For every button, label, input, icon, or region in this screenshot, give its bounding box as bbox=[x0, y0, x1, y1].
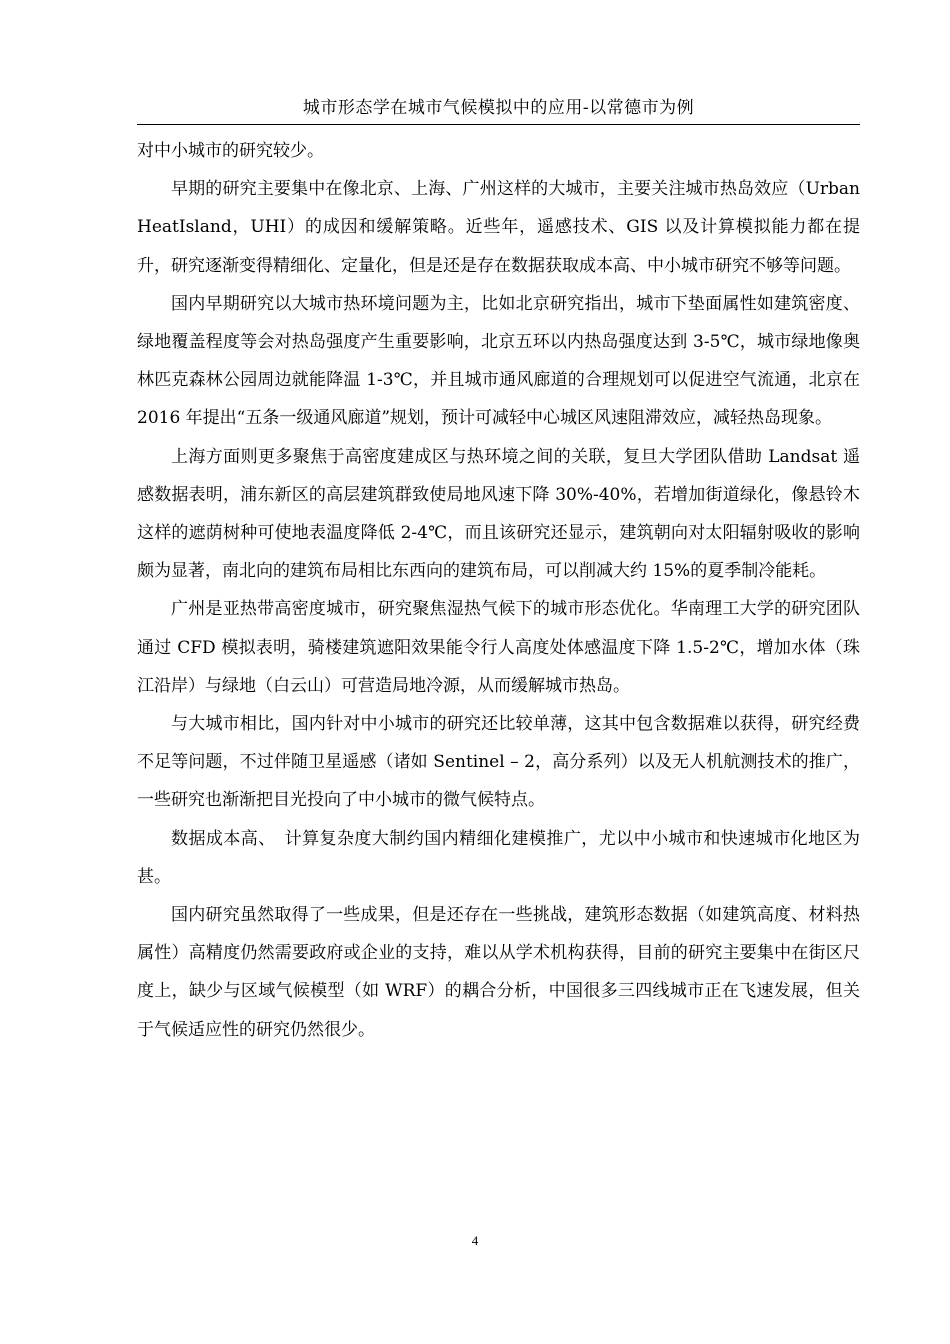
running-header: 城市形态学在城市气候模拟中的应用-以常德市为例 bbox=[302, 98, 695, 118]
paragraph-early-research: 早期的研究主要集中在像北京、上海、广州这样的大城市，主要关注城市热岛效应（UrbanHeatIsland，UHI）的成因和缓解策略。近些年，遥感技术、GIS 以及计算模拟能力都在提升，研究逐渐变得精细化、定量化，但是还是存在数据获取成本高、中小城市研究不够等问题。 bbox=[137, 179, 860, 276]
paragraph-small-cities: 与大城市相比，国内针对中小城市的研究还比较单薄，这其中包含数据难以获得，研究经费不足等问题，不过伴随卫星遥感（诸如 Sentinel – 2，高分系列）以及无人机航测技术的推广，一些研究也渐渐把目光投向了中小城市的微气候特点。 bbox=[137, 714, 860, 811]
paragraph-data-cost: 数据成本高、 计算复杂度大制约国内精细化建模推广，尤以中小城市和快速城市化地区为甚。 bbox=[137, 828, 860, 887]
page-number: 4 bbox=[471, 1233, 479, 1248]
paragraph-shanghai: 上海方面则更多聚焦于高密度建成区与热环境之间的关联，复旦大学团队借助 Landsat 遥感数据表明，浦东新区的高层建筑群致使局地风速下降 30%-40%，若增加街道绿化，像悬铃木这样的遮荫树种可使地表温度降低 2-4℃，而且该研究还显示，建筑朝向对太阳辐射吸收的影响颇为显著，南北向的建筑布局相比东西向的建筑布局，可以削减大约 15%的夏季制冷能耗。 bbox=[137, 446, 860, 582]
paragraph-challenges: 国内研究虽然取得了一些成果，但是还存在一些挑战，建筑形态数据（如建筑高度、材料热属性）高精度仍然需要政府或企业的支持，难以从学术机构获得，目前的研究主要集中在街区尺度上，缺少与区域气候模型（如 WRF）的耦合分析，中国很多三四线城市正在飞速发展，但关于气候适应性的研究仍然很少。 bbox=[137, 905, 860, 1040]
paragraph-continuation: 对中小城市的研究较少。 bbox=[137, 141, 324, 161]
body-text bbox=[137, 132, 860, 1049]
paragraph-beijing: 国内早期研究以大城市热环境问题为主，比如北京研究指出，城市下垫面属性如建筑密度、绿地覆盖程度等会对热岛强度产生重要影响，北京五环以内热岛强度达到 3-5℃，城市绿地像奥林匹克森林公园周边就能降温 1-3℃，并且城市通风廊道的合理规划可以促进空气流通，北京在 2016 年提出“五条一级通风廊道”规划，预计可减轻中心城区风速阻滞效应，减轻热岛现象。 bbox=[137, 293, 860, 429]
header-divider bbox=[137, 124, 860, 125]
paragraph-guangzhou: 广州是亚热带高密度城市，研究聚焦湿热气候下的城市形态优化。华南理工大学的研究团队通过 CFD 模拟表明，骑楼建筑遮阳效果能令行人高度处体感温度下降 1.5-2℃，增加水体（珠江沿岸）与绿地（白云山）可营造局地冷源，从而缓解城市热岛。 bbox=[137, 599, 860, 696]
